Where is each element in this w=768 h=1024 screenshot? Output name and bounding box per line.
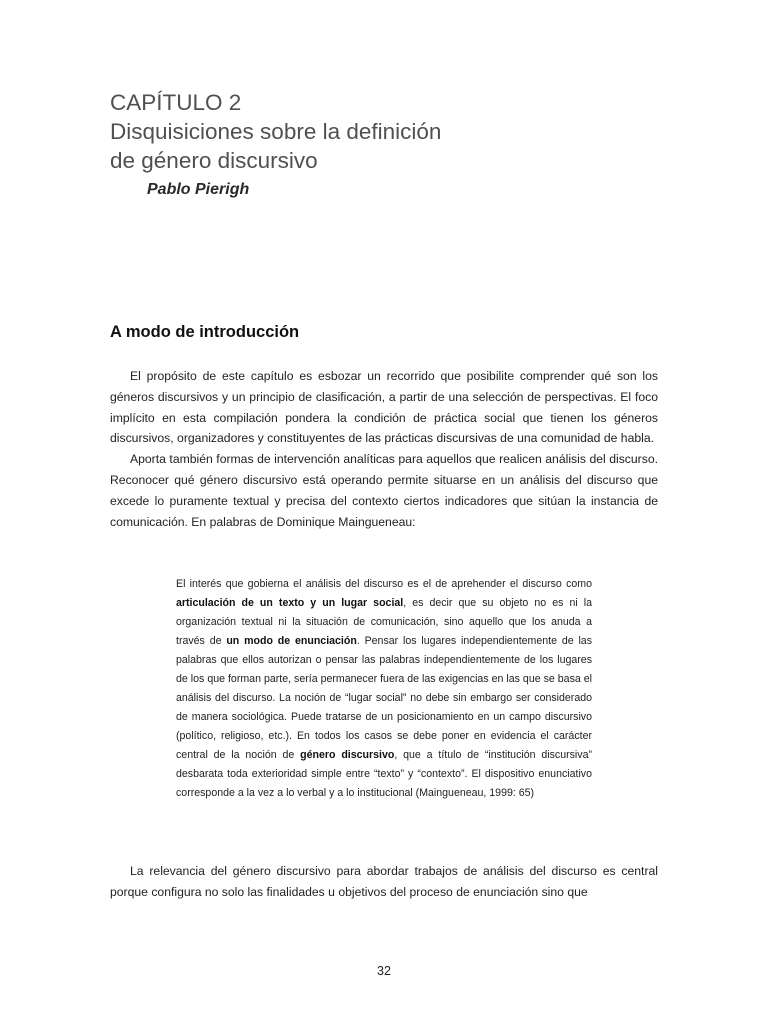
chapter-label: CAPÍTULO 2 xyxy=(110,90,242,115)
closing-text xyxy=(110,861,658,903)
quote-text: , que a título de “institución discursiva” desbarata toda exterioridad simple entre “texto” y “contexto”. El dispositivo enunciativo corresponde a la vez a lo verbal y a lo institucional (Maingueneau, 1999: 65) xyxy=(176,749,592,799)
introduction-text xyxy=(110,366,658,532)
quote-text: , es decir que su objeto no es ni la organización textual ni la situación de comunicación, sino aquello que los anuda a través de xyxy=(176,597,592,647)
chapter-title xyxy=(110,88,670,175)
chapter-author: Pablo Pierigh xyxy=(147,181,250,198)
chapter-title-line-1: Disquisiciones sobre la definición xyxy=(110,119,442,144)
quote-text: El interés que gobierna el análisis del discurso es el de aprehender el discurso como xyxy=(176,578,592,590)
quote-text: . Pensar los lugares independientemente de las palabras que ellos autorizan o pensar las palabras independientemente de los lugares de los que forman parte, sería permanecer fuera de las exigencias en las que se basa el análisis del discurso. La noción de “lugar social” no debe sin embargo ser considerado de manera sociológica. Puede tratarse de un posicionamiento en un campo discursivo (político, religioso, etc.). En todos los casos se debe poner en evidencia el carácter central de la noción de xyxy=(176,635,593,761)
quote-emphasis: articulación de un texto y un lugar social xyxy=(176,597,404,609)
quote-emphasis: un modo de enunciación xyxy=(226,635,357,647)
block-quote xyxy=(176,575,592,803)
page-number: 32 xyxy=(377,964,391,978)
paragraph: Aporta también formas de intervención analíticas para aquellos que realicen análisis del discurso. Reconocer qué género discursivo está operando permite situarse en un análisis del discurso que excede lo puramente textual y precisa del contexto ciertos indicadores que sitúan la instancia de comunicación. En palabras de Dominique Maingueneau: xyxy=(110,452,658,529)
chapter-title-line-2: de género discursivo xyxy=(110,148,318,173)
quote-emphasis: género discursivo xyxy=(300,749,395,761)
paragraph: La relevancia del género discursivo para abordar trabajos de análisis del discurso es central porque configura no solo las finalidades u objetivos del proceso de enunciación sino que xyxy=(110,864,658,899)
paragraph: El propósito de este capítulo es esbozar un recorrido que posibilite comprender qué son los géneros discursivos y un principio de clasificación, a partir de una selección de perspectivas. El foco implícito en esta compilación pondera la condición de práctica social que tienen los géneros discursivos, organizadores y constituyentes de las prácticas discursivas de una comunidad de habla. xyxy=(110,369,658,446)
section-heading: A modo de introducción xyxy=(110,323,300,341)
